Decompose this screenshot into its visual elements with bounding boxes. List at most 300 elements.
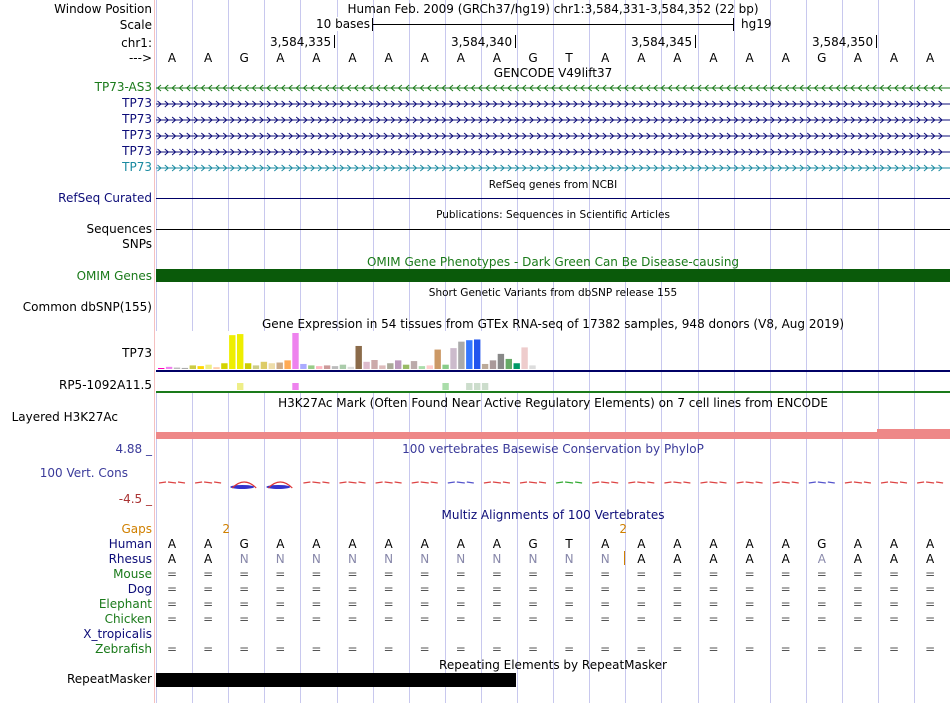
alignment-base: = (888, 567, 900, 581)
gtex-tissue-bar[interactable] (340, 365, 346, 369)
species-label[interactable]: Human (108, 537, 152, 551)
alignment-base: A (312, 537, 321, 551)
alignment-base: = (419, 597, 430, 611)
alignment-base: A (601, 537, 610, 551)
alignment-base: = (311, 582, 322, 596)
alignment-base: A (745, 537, 754, 551)
alignment-base: = (491, 642, 502, 656)
alignment-base: A (745, 552, 754, 566)
multiz-track-title: Multiz Alignments of 100 Vertebrates (441, 508, 665, 522)
alignment-base: = (311, 642, 322, 656)
reference-base[interactable]: A (709, 51, 718, 65)
alignment-base: = (744, 567, 755, 581)
gtex-tissue-bar[interactable] (395, 360, 401, 369)
gtex-tissue-bar[interactable] (490, 360, 496, 369)
alignment-base: = (564, 642, 575, 656)
alignment-base: = (744, 597, 755, 611)
reference-base[interactable]: G (239, 51, 249, 65)
species-label[interactable]: Dog (127, 582, 152, 596)
alignment-base: = (708, 597, 719, 611)
coordinate-label: 3,584,345 (631, 35, 693, 49)
alignment-base: = (275, 612, 286, 626)
assembly-position-text: Human Feb. 2009 (GRCh37/hg19) chr1:3,584,331-3,584,352 (22 bp) (347, 2, 759, 16)
chromosome-label[interactable]: chr1: (121, 36, 152, 50)
reference-base[interactable]: A (492, 51, 501, 65)
alignment-base: A (709, 537, 718, 551)
alignment-base: = (600, 582, 611, 596)
alignment-base: = (203, 567, 214, 581)
scale-bar-left-tick (372, 18, 373, 31)
alignment-base: = (816, 642, 827, 656)
alignment-base: = (925, 612, 936, 626)
gtex-tissue-bar[interactable] (245, 363, 251, 369)
alignment-base: = (419, 567, 430, 581)
gtex-tissue-bar[interactable] (308, 365, 314, 369)
alignment-base: = (166, 597, 178, 611)
alignment-base: N (456, 552, 466, 566)
alignment-base: = (564, 582, 575, 596)
gene-model-line[interactable] (156, 147, 950, 157)
alignment-base: A (637, 552, 646, 566)
species-label[interactable]: Chicken (104, 612, 152, 626)
alignment-base: A (781, 537, 790, 551)
gap-count: 2 (619, 522, 628, 536)
phylop-score-mark (376, 482, 402, 483)
reference-base[interactable]: A (673, 51, 682, 65)
alignment-base: = (311, 612, 322, 626)
alignment-base: = (744, 642, 755, 656)
alignment-base: N (311, 552, 321, 566)
alignment-base: A (203, 537, 213, 551)
gtex-tissue-bar[interactable] (482, 364, 488, 369)
gtex-tissue-bar[interactable] (466, 340, 472, 369)
phylop-score-mark (303, 482, 329, 483)
reference-base[interactable]: A (925, 51, 935, 65)
gtex-gene2-tissue-bar[interactable] (237, 383, 243, 390)
gtex-tissue-bar[interactable] (379, 365, 385, 369)
alignment-base: = (455, 642, 466, 656)
window-position-label[interactable]: Window Position (54, 2, 152, 16)
phylop-score-mark (809, 482, 835, 483)
omim-track-title: OMIM Gene Phenotypes - Dark Green Can Be Disease-causing (366, 255, 740, 269)
phylop-score-mark (448, 482, 474, 483)
gtex-tissue-bar[interactable] (324, 365, 330, 369)
alignment-base: = (383, 642, 394, 656)
h3k27ac-track-title: H3K27Ac Mark (Often Found Near Active Regulatory Elements) on 7 cell lines from ENCODE (278, 396, 828, 410)
alignment-base: G (239, 537, 249, 551)
reference-base[interactable]: A (745, 51, 754, 65)
alignment-base: A (420, 537, 429, 551)
alignment-base: = (636, 582, 647, 596)
alignment-base: = (672, 582, 683, 596)
gtex-tissue-bar[interactable] (387, 363, 393, 369)
alignment-base: = (527, 582, 539, 596)
alignment-base: = (166, 642, 178, 656)
alignment-base: = (852, 567, 863, 581)
reference-base[interactable]: A (637, 51, 646, 65)
alignment-base: = (636, 597, 647, 611)
reference-base[interactable]: T (565, 51, 573, 65)
omim-track-label[interactable]: OMIM Genes (76, 269, 152, 283)
alignment-base: N (564, 552, 574, 566)
alignment-base: = (527, 642, 539, 656)
gtex-tissue-bar[interactable] (221, 363, 227, 369)
alignment-base: = (564, 597, 575, 611)
coordinate-tick (515, 35, 516, 48)
gtex-tissue-bar[interactable] (277, 363, 283, 369)
alignment-base: = (527, 612, 539, 626)
reference-base[interactable]: A (348, 51, 357, 65)
alignment-base: A (203, 552, 213, 566)
reference-base[interactable]: A (456, 51, 465, 65)
alignment-base: = (455, 612, 466, 626)
alignment-base: = (239, 582, 250, 596)
reference-base[interactable]: A (889, 51, 899, 65)
alignment-base: N (420, 552, 430, 566)
omim-phenotype-bar[interactable] (156, 269, 950, 282)
repeatmasker-track-label[interactable]: RepeatMasker (66, 672, 152, 686)
alignment-base: = (672, 612, 683, 626)
alignment-base: = (672, 642, 683, 656)
snps-track-label[interactable]: SNPs (122, 237, 152, 251)
alignment-base: = (275, 582, 286, 596)
alignment-base: = (455, 582, 466, 596)
alignment-base: A (456, 537, 465, 551)
phylop-score-mark (412, 482, 438, 483)
gtex-expression-panel[interactable] (156, 331, 538, 393)
phylop-score-mark (664, 482, 690, 483)
alignment-base: = (491, 612, 502, 626)
alignment-base: = (600, 567, 611, 581)
alignment-base: = (636, 612, 647, 626)
gene-label[interactable]: TP73 (122, 160, 152, 174)
alignment-base: = (744, 612, 755, 626)
alignment-base: = (239, 567, 250, 581)
alignment-base: A (853, 537, 862, 551)
alignment-base: = (239, 597, 250, 611)
alignment-base: = (383, 597, 394, 611)
coordinate-label: 3,584,335 (270, 35, 332, 49)
reference-base[interactable]: A (601, 51, 610, 65)
phylop-score-mark (592, 482, 618, 483)
alignment-base: = (780, 642, 791, 656)
alignment-base: = (383, 612, 394, 626)
alignment-base: = (925, 582, 936, 596)
reference-base[interactable]: A (781, 51, 790, 65)
alignment-base: = (816, 597, 827, 611)
phylop-score-mark (195, 482, 221, 483)
alignment-base: A (817, 552, 826, 566)
alignment-base: A (167, 552, 177, 566)
gtex-track-title: Gene Expression in 54 tissues from GTEx RNA-seq of 17382 samples, 948 donors (V8, Aug 2019) (261, 317, 845, 331)
alignment-base: T (565, 537, 573, 551)
gtex-gene1-label[interactable]: TP73 (122, 346, 152, 360)
alignment-base: = (816, 612, 827, 626)
gtex-tissue-bar[interactable] (166, 367, 172, 369)
alignment-base: = (383, 567, 394, 581)
alignment-base: = (888, 582, 900, 596)
gtex-tissue-bar[interactable] (458, 342, 464, 369)
multiz-gaps-label[interactable]: Gaps (121, 522, 152, 536)
gtex-tissue-bar[interactable] (411, 361, 417, 369)
reference-base[interactable]: A (167, 51, 177, 65)
alignment-base: A (925, 552, 935, 566)
gtex-tissue-bar[interactable] (356, 346, 362, 369)
gtex-tissue-bar[interactable] (348, 367, 354, 369)
alignment-base: = (564, 567, 575, 581)
repeatmasker-element-bar[interactable] (156, 673, 516, 687)
gene-model-line[interactable] (156, 99, 950, 109)
alignment-base: = (925, 642, 936, 656)
gtex-tissue-bar[interactable] (213, 367, 219, 369)
gtex-tissue-bar[interactable] (529, 365, 535, 369)
reference-base[interactable]: A (276, 51, 285, 65)
publications-track-line[interactable] (156, 229, 950, 230)
phylop-score-mark (484, 482, 510, 483)
species-label[interactable]: X_tropicalis (83, 627, 152, 641)
alignment-base: = (852, 582, 863, 596)
alignment-base: = (275, 597, 286, 611)
gtex-tissue-bar[interactable] (269, 363, 275, 369)
gene-model-line[interactable] (156, 163, 950, 173)
phylop-score-mark (701, 482, 727, 483)
alignment-base: A (781, 552, 790, 566)
phylop-score-mark (917, 482, 943, 483)
alignment-base: = (744, 582, 755, 596)
alignment-base: A (673, 552, 682, 566)
species-label[interactable]: Mouse (113, 567, 152, 581)
species-label[interactable]: Zebrafish (95, 642, 152, 656)
gtex-tissue-bar[interactable] (371, 360, 377, 369)
alignment-base: = (347, 582, 358, 596)
gene-label[interactable]: TP73 (122, 96, 152, 110)
alignment-base: = (419, 642, 430, 656)
alignment-base: A (925, 537, 935, 551)
alignment-base: = (600, 642, 611, 656)
alignment-base: = (852, 597, 863, 611)
phylop-score-mark (340, 482, 366, 483)
gtex-gene2-tissue-bar[interactable] (466, 383, 472, 390)
alignment-base: = (816, 582, 827, 596)
alignment-base: A (889, 537, 899, 551)
h3k27ac-track-label[interactable]: Layered H3K27Ac (11, 410, 118, 424)
alignment-base: = (275, 567, 286, 581)
alignment-base: N (348, 552, 357, 566)
gtex-tissue-bar[interactable] (292, 333, 298, 369)
alignment-base: = (816, 567, 827, 581)
alignment-base: = (311, 567, 322, 581)
gtex-tissue-bar[interactable] (332, 366, 338, 369)
alignment-base: = (780, 582, 791, 596)
alignment-base: = (203, 597, 214, 611)
alignment-base: = (455, 597, 466, 611)
coordinate-label: 3,584,340 (451, 35, 513, 49)
refseq-track-title: RefSeq genes from NCBI (488, 179, 618, 191)
refseq-track-label[interactable]: RefSeq Curated (58, 191, 152, 205)
alignment-base: = (708, 567, 719, 581)
reference-base[interactable]: A (853, 51, 862, 65)
gtex-tissue-bar[interactable] (521, 347, 527, 369)
strand-arrow-label[interactable]: ---> (128, 51, 152, 65)
alignment-base: G (817, 537, 827, 551)
scale-bar-right-tick (733, 18, 734, 31)
gtex-gene2-tissue-bar[interactable] (482, 383, 488, 390)
alignment-base: = (491, 567, 502, 581)
refseq-track-line[interactable] (156, 198, 950, 199)
phylop-score-mark (737, 482, 763, 483)
phylop-track-label[interactable]: 100 Vert. Cons (39, 466, 128, 480)
gtex-tissue-bar[interactable] (174, 368, 180, 369)
gtex-gene2-label[interactable]: RP5-1092A11.5 (58, 378, 152, 392)
scale-label[interactable]: Scale (119, 18, 152, 32)
gtex-tissue-bar[interactable] (198, 366, 204, 369)
alignment-base: = (383, 582, 394, 596)
gtex-tissue-bar[interactable] (158, 368, 164, 369)
gtex-tissue-bar[interactable] (182, 368, 188, 369)
gap-count: 2 (222, 522, 230, 536)
gene-label[interactable]: TP73 (122, 144, 152, 158)
h3k27ac-signal-peak (877, 429, 950, 432)
alignment-base: = (347, 642, 358, 656)
alignment-base: N (492, 552, 502, 566)
gene-model-line[interactable] (156, 131, 950, 141)
alignment-base: = (672, 567, 683, 581)
publications-track-title: Publications: Sequences in Scientific Articles (436, 209, 670, 221)
gtex-tissue-bar[interactable] (514, 363, 520, 369)
coordinate-tick (695, 35, 696, 48)
alignment-base: A (637, 537, 646, 551)
alignment-base: = (636, 567, 647, 581)
scale-bar-text: 10 bases (316, 17, 370, 31)
alignment-base: A (276, 537, 285, 551)
alignment-base: = (852, 642, 863, 656)
gene-label[interactable]: TP73-AS3 (94, 80, 152, 94)
gtex-gene2-tissue-bar[interactable] (442, 383, 448, 390)
alignment-base: = (239, 612, 250, 626)
alignment-base: = (564, 612, 575, 626)
gtex-tissue-bar[interactable] (506, 359, 512, 369)
gtex-gene2-line (156, 391, 950, 393)
gtex-tissue-bar[interactable] (427, 365, 433, 369)
alignment-base: N (600, 552, 610, 566)
gtex-tissue-bar[interactable] (237, 334, 243, 369)
alignment-base: = (925, 567, 936, 581)
alignment-base: A (492, 537, 501, 551)
gtex-tissue-bar[interactable] (450, 348, 456, 369)
alignment-base: A (889, 552, 899, 566)
gene-label[interactable]: TP73 (122, 128, 152, 142)
gtex-tissue-bar[interactable] (435, 350, 441, 369)
gtex-tissue-bar[interactable] (205, 365, 211, 369)
dbsnp-track-title: Short Genetic Variants from dbSNP release 155 (428, 287, 678, 299)
alignment-base: = (925, 597, 936, 611)
gtex-tissue-bar[interactable] (253, 365, 259, 369)
alignment-base: = (852, 612, 863, 626)
alignment-base: = (419, 582, 430, 596)
alignment-base: = (455, 567, 466, 581)
reference-base[interactable]: A (420, 51, 429, 65)
dbsnp-track-label[interactable]: Common dbSNP(155) (22, 300, 152, 314)
gene-label[interactable]: TP73 (122, 112, 152, 126)
gtex-gene1-line (156, 370, 950, 372)
gtex-tissue-bar[interactable] (284, 360, 290, 369)
coordinate-label: 3,584,350 (812, 35, 874, 49)
phylop-conservation-plot[interactable] (156, 470, 950, 494)
alignment-base: = (708, 582, 719, 596)
gtex-gene2-tissue-bar[interactable] (474, 383, 480, 390)
gencode-track-title: GENCODE V49lift37 (493, 66, 613, 80)
gene-model-line[interactable] (156, 115, 950, 125)
phylop-track-title: 100 vertebrates Basewise Conservation by PhyloP (402, 442, 704, 456)
phylop-score-mark (773, 482, 799, 483)
alignment-base: = (239, 642, 250, 656)
phylop-score-mark (556, 482, 582, 483)
alignment-base: = (166, 612, 178, 626)
coordinate-tick (876, 35, 877, 48)
alignment-base: = (888, 597, 900, 611)
gtex-tissue-bar[interactable] (498, 354, 504, 369)
phylop-score-mark (845, 482, 871, 483)
alignment-base: = (780, 612, 791, 626)
species-label[interactable]: Elephant (98, 597, 152, 611)
species-label[interactable]: Rhesus (108, 552, 152, 566)
gtex-tissue-bar[interactable] (261, 362, 267, 369)
publications-track-label[interactable]: Sequences (86, 222, 152, 236)
alignment-base: = (203, 582, 214, 596)
alignment-base: A (348, 537, 357, 551)
alignment-base: = (527, 597, 539, 611)
alignment-base: = (600, 597, 611, 611)
alignment-base: = (491, 582, 502, 596)
gtex-tissue-bar[interactable] (316, 366, 322, 369)
scale-bar (372, 24, 734, 25)
reference-base[interactable]: A (384, 51, 393, 65)
phylop-score-mark (881, 482, 907, 483)
alignment-base: = (708, 612, 719, 626)
alignment-base: G (528, 537, 538, 551)
gtex-tissue-bar[interactable] (474, 339, 480, 369)
gtex-tissue-bar[interactable] (363, 362, 369, 369)
alignment-base: N (384, 552, 394, 566)
alignment-base: = (347, 567, 358, 581)
reference-base[interactable]: A (203, 51, 213, 65)
gtex-tissue-bar[interactable] (442, 365, 448, 369)
gtex-gene2-tissue-bar[interactable] (292, 383, 298, 390)
alignment-base: = (203, 642, 214, 656)
alignment-base: A (384, 537, 393, 551)
alignment-base: A (709, 552, 718, 566)
alignment-base: = (419, 612, 430, 626)
gtex-bar-chart (156, 331, 538, 393)
alignment-base: N (239, 552, 249, 566)
reference-base[interactable]: G (817, 51, 827, 65)
gtex-tissue-bar[interactable] (419, 366, 425, 369)
alignment-base: = (672, 597, 683, 611)
alignment-base: = (600, 612, 611, 626)
gene-model-line[interactable] (156, 83, 950, 93)
h3k27ac-signal-bar[interactable] (156, 432, 950, 439)
gtex-tissue-bar[interactable] (190, 365, 196, 369)
phylop-score-mark (159, 482, 185, 483)
reference-base[interactable]: A (312, 51, 321, 65)
alignment-base: = (275, 642, 286, 656)
gtex-tissue-bar[interactable] (300, 364, 306, 369)
reference-base[interactable]: G (528, 51, 538, 65)
gtex-tissue-bar[interactable] (403, 365, 409, 369)
alignment-base: = (708, 642, 719, 656)
alignment-base: N (528, 552, 538, 566)
gtex-tissue-bar[interactable] (229, 335, 235, 369)
